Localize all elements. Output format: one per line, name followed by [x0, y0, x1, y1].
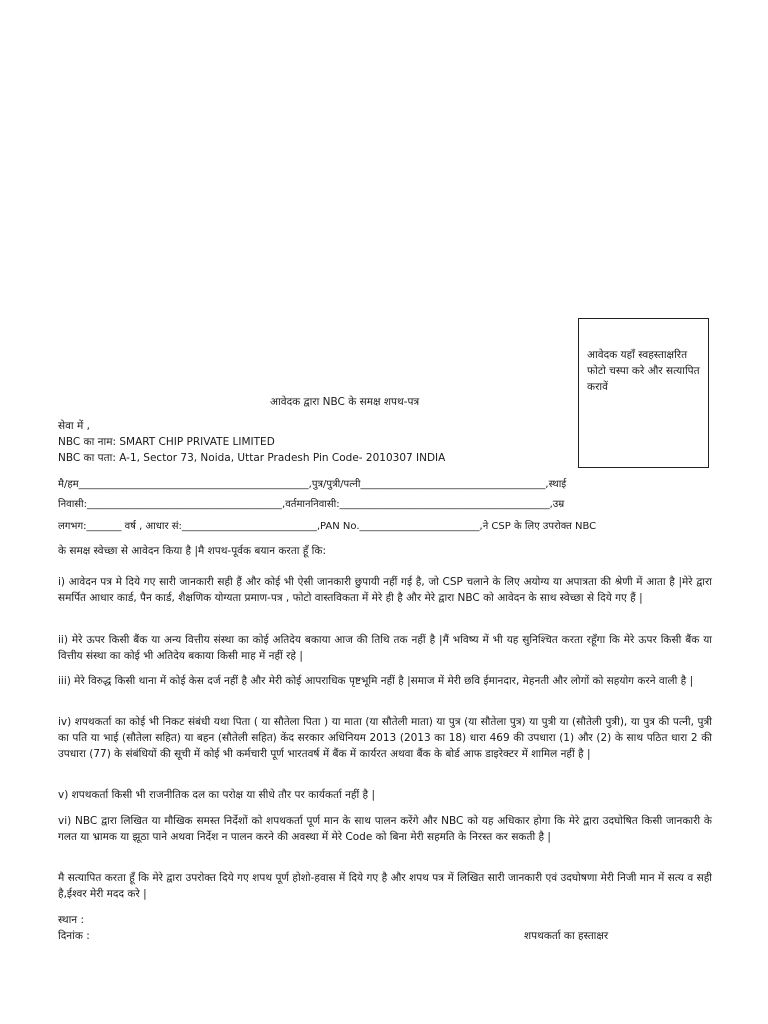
clause-5: v) शपथकर्ता किसी भी राजनीतिक दल का परोक्ष या सीधे तौर पर कार्यकर्ता नहीं है |: [58, 789, 375, 801]
clause-1: i) आवेदन पत्र मे दिये गए सारी जानकारी सही हैं और कोई भी ऐसी जानकारी छुपायी नहीं गई है, जो CSP चलाने के लिए अयोग्य या अपात्रता की श्रेणी में आता है |मेरे द्वारा समर्पित आधार कार्ड, पैन कार्ड, शैक्षणिक योग्यता प्रमाण-पत्र , फोटो वास्तविकता में मेरे ही है और मेरे द्वारा NBC को आवेदन के साथ स्वेच्छा से दिये गए हैं |: [58, 576, 712, 604]
verification: मै सत्यापित करता हूँ कि मेरे द्वारा उपरोक्त दिये गए शपथ पूर्ण होशो-हवास में दिये गए है और शपथ पत्र में लिखित सारी जानकारी एवं उदघोषणा मेरी निजी मान में सत्य व सही है,ईश्वर मेरी मदद करे |: [58, 872, 712, 900]
photo-box-instruction: आवेदक यहाँ स्वहस्ताक्षरित फोटो चस्पा करे और सत्यापित करावें: [587, 349, 700, 393]
photo-box: [578, 318, 709, 468]
nbc-address: NBC का पता: A-1, Sector 73, Noida, Uttar Pradesh Pin Code- 2010307 INDIA: [58, 452, 446, 464]
form-line-name: मै/हम______________________________________________,पुत्र/पुत्री/पत्नी_____________________________________,स्थाई: [58, 479, 567, 490]
clause-2: ii) मेरे ऊपर किसी बैंक या अन्य वित्तीय संस्था का कोई अतिदेय बकाया आज की तिथि तक नहीं है |मैं भविष्य में भी यह सुनिश्चित करता रहूँगा कि मेरे ऊपर किसी बैंक या वित्तीय संस्था का कोई भी अतिदेय बकाया किसी माह में नहीं रहे |: [58, 634, 712, 662]
clause-3: iii) मेरे विरुद्ध किसी थाना में कोई केस दर्ज नहीं है और मेरी कोई आपराधिक पृष्टभूमि नहीं है |समाज में मेरी छवि ईमानदार, मेहनती और लोगों को सहयोग करने वाली है |: [58, 675, 694, 687]
place-label: स्थान :: [58, 914, 85, 926]
clause-4: iv) शपथकर्ता का कोई भी निकट संबंधी यथा पिता ( या सौतेला पिता ) या माता (या सौतेली माता) या पुत्र (या सौतेला पुत्र) या पुत्री या (सौतेली पुत्री), या पुत्र की पत्नी, पुत्री का पति या भाई (सौतेला सहित) या बहन (सौतेली सहित) केंद सरकार अधिनियम 2013 (2013 का 18) धारा 469 की उपधारा (1) और (2) के साथ पठित धारा 2 की उपधारा (77) के संबंधियों की सूची में कोई भी कर्मचारी पूर्ण भारतवर्ष में बैंक में कार्यरत अथवा बैंक के बोर्ड आफ डाइरेक्टर में शामिल नहीं है |: [58, 716, 712, 760]
date-label: दिनांक :: [58, 930, 90, 942]
document-title: आवेदक द्वारा NBC के समक्ष शपथ-पत्र: [270, 396, 420, 408]
nbc-name: NBC का नाम: SMART CHIP PRIVATE LIMITED: [58, 436, 275, 448]
form-line-address: निवासी:_______________________________________,वर्तमाननिवासी:__________________________________________,उम्र: [58, 499, 565, 510]
form-line-declaration: के समक्ष स्वेच्छा से आवेदन किया है |मै शपथ-पूर्वक बयान करता हूँ कि:: [58, 545, 327, 557]
form-line-id: लगभग:_______ वर्ष , आधार सं:___________________________,PAN No.________________________,ने CSP के लिए उपरोक्त NBC: [58, 521, 597, 532]
salutation: सेवा में ,: [58, 420, 90, 432]
signature-label: शपथकर्ता का हस्ताक्षर: [524, 930, 609, 942]
clause-6: vi) NBC द्वारा लिखित या मौखिक समस्त निर्देशों को शपथकर्ता पूर्ण मान के साथ पालन करेंगे और NBC को यह अधिकार होगा कि मेरे द्वारा उदघोषित किसी जानकारी के गलत या भ्रामक या झूठा पाने अथवा निर्देश न पालन करने की अवस्था में मेरे Code को बिना मेरी सहमति के निरस्त कर सकती है |: [58, 815, 712, 843]
